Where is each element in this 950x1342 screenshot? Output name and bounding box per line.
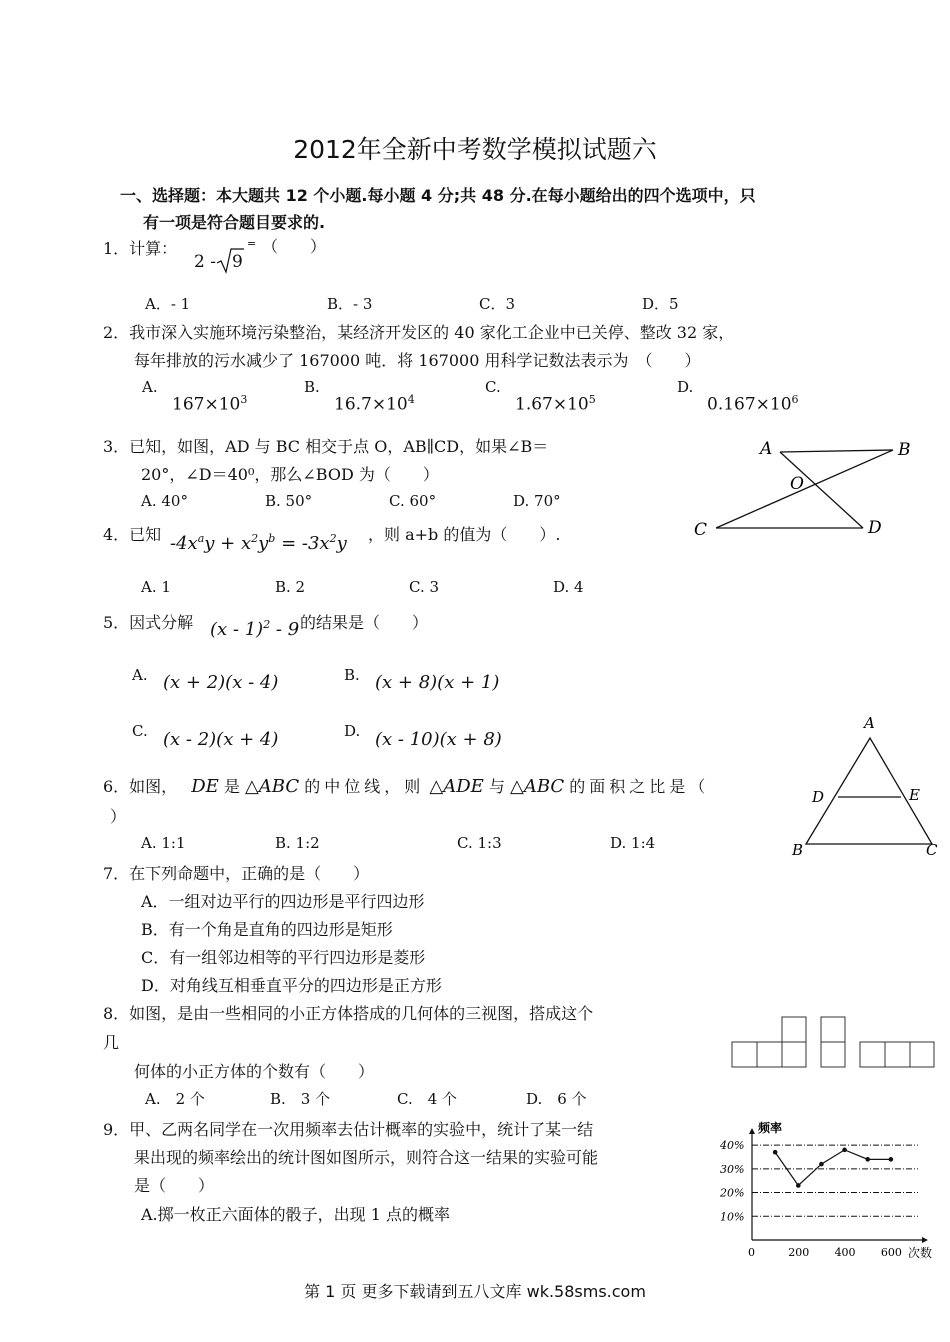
- q3-label-a: A: [760, 439, 773, 459]
- q3-figure: [688, 432, 918, 542]
- q8-line2: 几: [103, 1033, 120, 1052]
- chart-ytick-label: 10%: [720, 1210, 745, 1224]
- q2-option-c: $1.67\times 10^5$: [515, 393, 596, 415]
- q6-label-a: A: [864, 714, 875, 732]
- q5-option-c: (x - 2)(x + 4): [163, 729, 279, 750]
- q2-line2: 每年排放的污水减少了 167000 吨．将 167000 用科学记数法表示为 （ ）: [134, 351, 701, 370]
- q1-option-d: D．5: [642, 295, 679, 313]
- chart-data-point: [819, 1162, 824, 1167]
- q4-option-b: B. 2: [275, 578, 306, 596]
- q7-option-a: A．一组对边平行的四边形是平行四边形: [141, 892, 425, 911]
- q5-option-d-letter: D.: [344, 722, 361, 740]
- q7-option-b: B．有一个角是直角的四边形是矩形: [141, 920, 393, 939]
- chart-series-line: [775, 1150, 891, 1186]
- chart-ytick-label: 30%: [720, 1162, 745, 1176]
- q1-paren: （ ）: [262, 237, 327, 256]
- q5-option-d: (x - 10)(x + 8): [375, 729, 502, 750]
- q1-expr-pre: 2 -: [194, 252, 216, 272]
- q5-option-a-letter: A.: [132, 666, 148, 684]
- q6-text3: 与: [488, 777, 505, 796]
- q7-stem: 7．在下列命题中，正确的是（ ）: [103, 864, 370, 883]
- q4-equation: $-4x^ay + x^2y^b = -3x^2y$: [170, 532, 347, 554]
- q1-stem: 1．计算：: [103, 239, 178, 258]
- q6-text4: 的面积之比是（: [569, 777, 710, 796]
- q3-label-o: O: [790, 474, 804, 494]
- q9-line2: 果出现的频率绘出的统计图如图所示，则符合这一结果的实验可能: [134, 1148, 599, 1167]
- q2-option-c-letter: C.: [485, 378, 501, 396]
- q6-option-b: B. 1:2: [275, 834, 320, 852]
- chart-ytick-label: 40%: [720, 1139, 745, 1153]
- q4-stem: 4．已知: [103, 525, 162, 544]
- chart-xtick-label: 600: [880, 1246, 902, 1259]
- q3-option-b: B. 50°: [265, 492, 313, 510]
- page-footer: 第 1 页 更多下载请到五八文库 wk.58sms.com: [304, 1282, 646, 1301]
- q6-label-e: E: [909, 786, 920, 804]
- q2-option-d-letter: D.: [677, 378, 694, 396]
- q3-label-c: C: [694, 520, 708, 540]
- q8-option-d: D. 6 个: [526, 1090, 587, 1108]
- q7-option-c: C．有一组邻边相等的平行四边形是菱形: [141, 948, 426, 967]
- q6-text1: 是: [223, 777, 240, 796]
- chart-data-point: [842, 1148, 847, 1153]
- q7-option-d: D．对角线互相垂直平分的四边形是正方形: [141, 976, 442, 995]
- q6-stem: 6．如图，: [103, 777, 178, 796]
- q3-option-d: D. 70°: [513, 492, 561, 510]
- page-title: 2012年全新中考数学模拟试题六: [293, 135, 657, 164]
- chart-ytick-label: 20%: [720, 1186, 745, 1200]
- q8-line1: 8．如图，是由一些相同的小正方体搭成的几何体的三视图，搭成这个: [103, 1004, 594, 1023]
- chart-data-point: [773, 1150, 778, 1155]
- q6-option-c: C. 1:3: [457, 834, 502, 852]
- chart-ylabel: 频率: [758, 1121, 783, 1135]
- q2-option-a: $167\times 10^3$: [172, 393, 248, 415]
- q6-label-b: B: [792, 841, 804, 859]
- q1-equals: =: [247, 237, 257, 250]
- q6-de: DE: [191, 776, 219, 797]
- q6-label-c: C: [926, 841, 938, 859]
- q1-option-b: B．- 3: [327, 295, 373, 313]
- q6-option-a: A. 1:1: [141, 834, 186, 852]
- q3-option-c: C. 60°: [389, 492, 437, 510]
- q6-figure: [786, 712, 946, 862]
- q5-option-b-letter: B.: [344, 666, 360, 684]
- chart-xtick-label: 0: [748, 1246, 755, 1259]
- q2-option-b: $16.7\times 10^4$: [334, 393, 415, 415]
- q5-tail: 的结果是（ ）: [300, 613, 429, 632]
- chart-y-arrow: [749, 1128, 755, 1134]
- q3-line1: 3．已知，如图，AD 与 BC 相交于点 O，AB∥CD，如果∠B＝: [103, 437, 549, 456]
- q1-expr-radicand: 9: [232, 252, 243, 272]
- q5-option-b: (x + 8)(x + 1): [375, 672, 500, 693]
- q1-option-c: C．3: [479, 295, 516, 313]
- chart-xtick-label: 400: [834, 1246, 856, 1259]
- q6-line2: ）: [110, 807, 127, 826]
- chart-x-arrow: [922, 1237, 928, 1243]
- chart-xlabel: 次数: [908, 1246, 933, 1260]
- frequency-line-chart: [716, 1118, 944, 1264]
- q4-option-d: D. 4: [553, 578, 584, 596]
- q5-expression: (x - 1)$^2$ - 9: [210, 618, 300, 640]
- chart-data-point: [865, 1157, 870, 1162]
- q2-option-d: $0.167\times 10^6$: [707, 393, 799, 415]
- q5-option-a: (x + 2)(x - 4): [163, 672, 279, 693]
- q2-option-b-letter: B.: [304, 378, 320, 396]
- chart-data-point: [796, 1183, 801, 1188]
- q5-option-c-letter: C.: [132, 722, 148, 740]
- q4-tail: ，则 a+b 的值为（ ）.: [368, 525, 561, 544]
- q6-option-d: D. 1:4: [610, 834, 656, 852]
- q9-line1: 9．甲、乙两名同学在一次用频率去估计概率的实验中，统计了某一结: [103, 1120, 594, 1139]
- q6-ade: △ADE: [429, 776, 484, 797]
- q9-line3: 是（ ）: [134, 1176, 215, 1195]
- q6-stem-line: [103, 774, 709, 797]
- q2-line1: 2．我市深入实施环境污染整治，某经济开发区的 40 家化工企业中已关停、整改 32 家，: [103, 323, 735, 342]
- q1-option-a: A．- 1: [145, 295, 191, 313]
- q6-abc1: △ABC: [244, 776, 300, 797]
- q3-label-b: B: [898, 440, 911, 460]
- q3-option-a: A. 40°: [141, 492, 188, 510]
- section-heading-line2: 有一项是符合题目要求的.: [143, 213, 326, 232]
- q4-option-a: A. 1: [141, 578, 171, 596]
- q8-option-a: A. 2 个: [145, 1090, 205, 1108]
- q6-text2: 的中位线，则: [304, 777, 425, 796]
- q6-label-d: D: [812, 788, 825, 806]
- chart-data-point: [889, 1157, 894, 1162]
- q8-option-b: B. 3 个: [270, 1090, 331, 1108]
- q3-label-d: D: [868, 518, 882, 538]
- q8-line3: 何体的小正方体的个数有（ ）: [134, 1062, 375, 1081]
- q5-stem: 5．因式分解: [103, 613, 194, 632]
- section-heading-line1: 一、选择题：本大题共 12 个小题.每小题 4 分;共 48 分.在每小题给出的四个选项中，只: [120, 186, 756, 205]
- q6-abc2: △ABC: [509, 776, 565, 797]
- q8-three-views-figure: [730, 1015, 938, 1071]
- q9-option-a: A.掷一枚正六面体的骰子，出现 1 点的概率: [141, 1205, 450, 1224]
- q3-line2: 20°，∠D＝40⁰，那么∠BOD 为（ ）: [141, 465, 439, 484]
- chart-xtick-label: 200: [788, 1246, 810, 1259]
- q4-option-c: C. 3: [409, 578, 440, 596]
- q8-option-c: C. 4 个: [397, 1090, 458, 1108]
- q2-option-a-letter: A.: [142, 378, 158, 396]
